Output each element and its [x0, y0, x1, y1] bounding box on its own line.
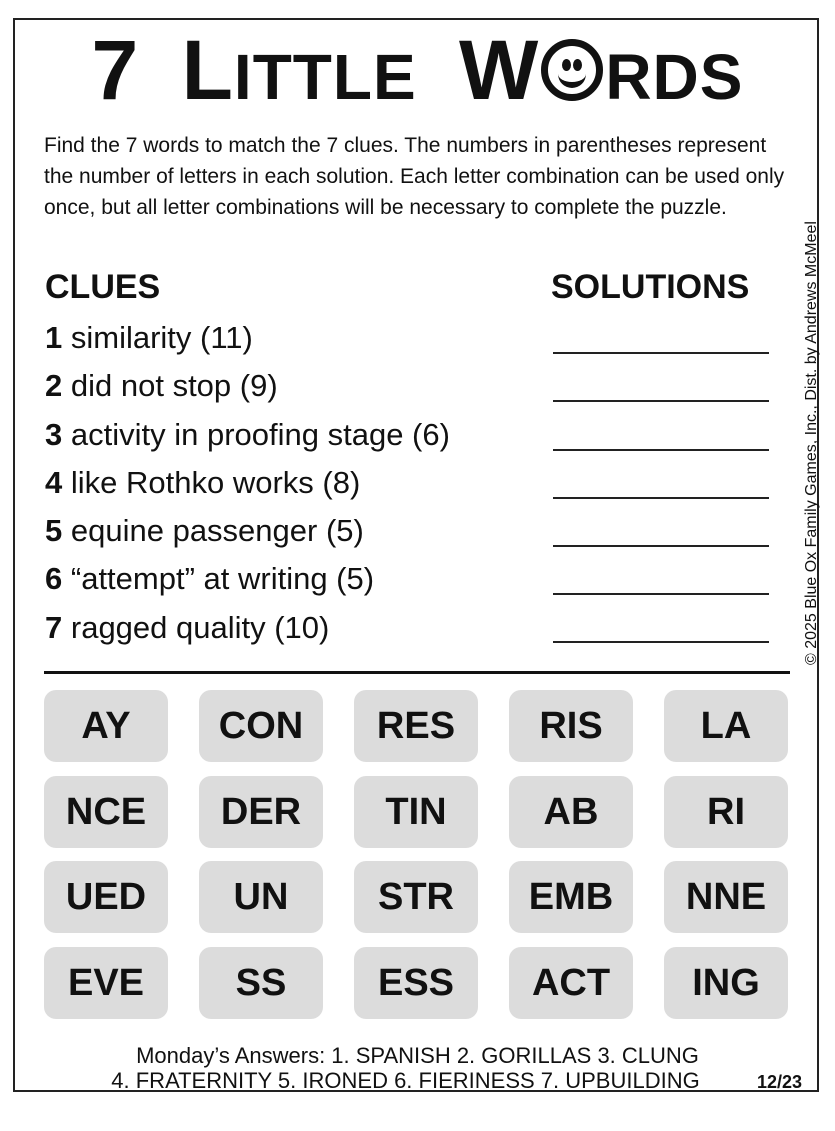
- letter-tile[interactable]: DER: [199, 776, 323, 848]
- letter-tile[interactable]: CON: [199, 690, 323, 762]
- solution-line-6[interactable]: [553, 593, 769, 595]
- letter-tile[interactable]: STR: [354, 861, 478, 933]
- solution-line-5[interactable]: [553, 545, 769, 547]
- letter-tile[interactable]: ACT: [509, 947, 633, 1019]
- letter-tile[interactable]: UN: [199, 861, 323, 933]
- letter-tile[interactable]: LA: [664, 690, 788, 762]
- clue-text: similarity (11): [70, 320, 253, 355]
- clue-text: “attempt” at writing (5): [70, 561, 375, 596]
- previous-answers-line-1: Monday’s Answers: 1. SPANISH 2. GORILLAS 3. CLUNG: [136, 1043, 699, 1068]
- title-initial-w: W: [459, 23, 540, 117]
- clue-number: 5: [45, 513, 63, 548]
- title-rest-1: ITTLE: [233, 41, 417, 113]
- clue-number: 3: [45, 417, 63, 452]
- title-initial-l: L: [181, 23, 234, 117]
- clue-1: [45, 320, 253, 356]
- title-rest-2: RDS: [605, 41, 744, 113]
- letter-tile[interactable]: ING: [664, 947, 788, 1019]
- clue-number: 7: [45, 610, 63, 645]
- clue-text: did not stop (9): [70, 368, 278, 403]
- letter-tile[interactable]: EMB: [509, 861, 633, 933]
- letter-tile[interactable]: RIS: [509, 690, 633, 762]
- clue-text: equine passenger (5): [70, 513, 364, 548]
- clue-number: 4: [45, 465, 63, 500]
- clue-number: 2: [45, 368, 63, 403]
- letter-tile[interactable]: NNE: [664, 861, 788, 933]
- letter-tile[interactable]: NCE: [44, 776, 168, 848]
- puzzle-date: 12/23: [757, 1072, 803, 1092]
- letter-tile[interactable]: TIN: [354, 776, 478, 848]
- title-number: 7: [91, 23, 140, 117]
- clue-6: [45, 561, 374, 597]
- clue-text: like Rothko works (8): [70, 465, 361, 500]
- letter-tile[interactable]: AB: [509, 776, 633, 848]
- letter-tile[interactable]: RES: [354, 690, 478, 762]
- section-divider: [44, 671, 790, 674]
- clue-text: ragged quality (10): [70, 610, 330, 645]
- clue-3: [45, 417, 450, 453]
- letter-tile[interactable]: AY: [44, 690, 168, 762]
- previous-answers-line-2: 4. FRATERNITY 5. IRONED 6. FIERINESS 7. UPBUILDING: [111, 1068, 700, 1093]
- solution-line-7[interactable]: [553, 641, 769, 643]
- clue-5: [45, 513, 364, 549]
- solution-line-3[interactable]: [553, 449, 769, 451]
- puzzle-title: [0, 23, 835, 117]
- clues-heading: CLUES: [45, 268, 161, 306]
- clue-2: [45, 368, 278, 404]
- copyright-credit: © 2025 Blue Ox Family Games, Inc., Dist. by Andrews McMeel: [803, 221, 820, 665]
- letter-tile[interactable]: EVE: [44, 947, 168, 1019]
- letter-tile[interactable]: RI: [664, 776, 788, 848]
- letter-tile[interactable]: SS: [199, 947, 323, 1019]
- solutions-heading: SOLUTIONS: [551, 268, 750, 306]
- clue-text: activity in proofing stage (6): [70, 417, 450, 452]
- solution-line-2[interactable]: [553, 400, 769, 402]
- clue-number: 6: [45, 561, 63, 596]
- letter-tile[interactable]: ESS: [354, 947, 478, 1019]
- solution-line-1[interactable]: [553, 352, 769, 354]
- clue-number: 1: [45, 320, 63, 355]
- clue-4: [45, 465, 360, 501]
- smiley-face-icon: [541, 39, 603, 101]
- clue-7: [45, 610, 329, 646]
- instructions: Find the 7 words to match the 7 clues. The numbers in parentheses represent the number of letters in each solution. Each letter combination can be used only once, but all letter combinations will be necessary to complete the puzzle.: [44, 134, 785, 219]
- letter-tile[interactable]: UED: [44, 861, 168, 933]
- solution-line-4[interactable]: [553, 497, 769, 499]
